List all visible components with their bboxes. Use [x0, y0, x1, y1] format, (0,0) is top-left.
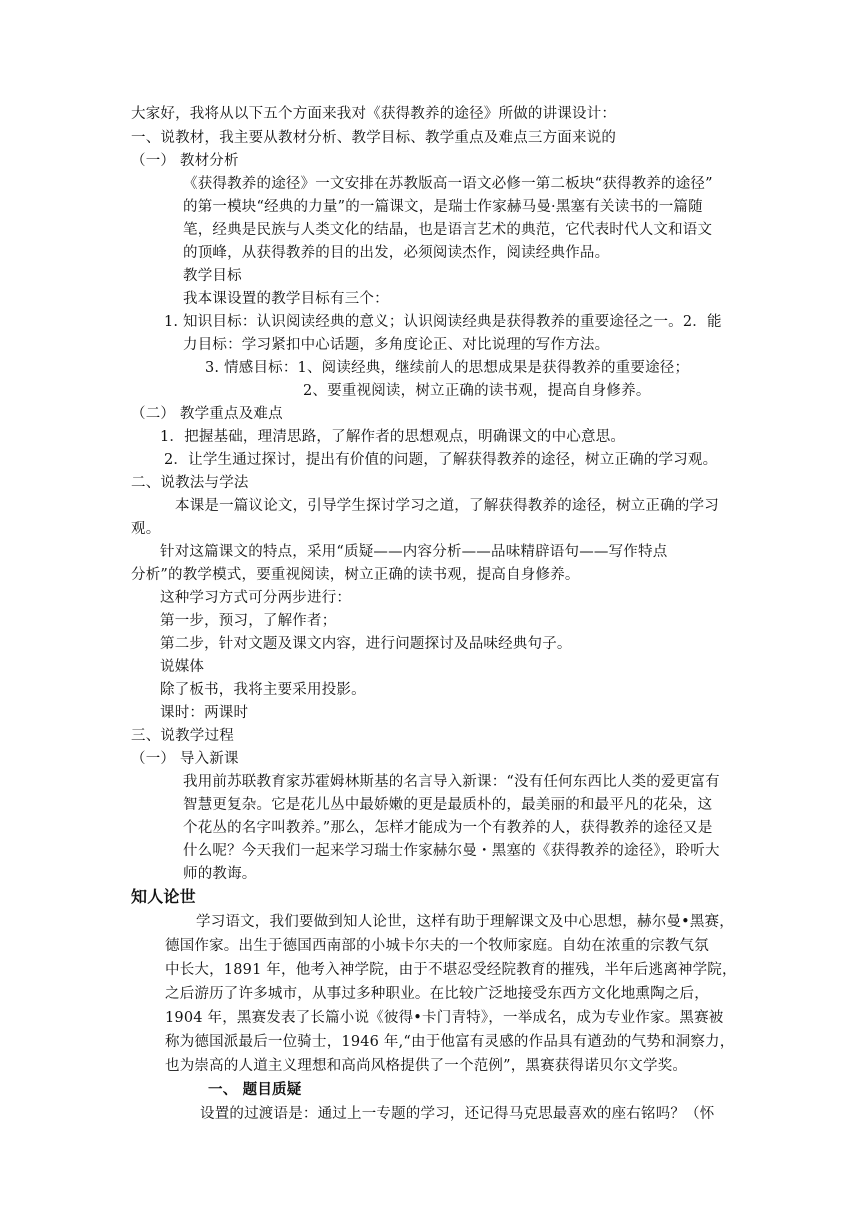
- list-item: 1. 知识目标：认识阅读经典的意义；认识阅读经典是获得教养的重要途径之一。2．能: [164, 314, 722, 330]
- list-item: 2．让学生通过探讨，提出有价值的问题，了解获得教养的途径，树立正确的学习观。: [164, 452, 718, 468]
- subsection-heading: （一） 导入新课: [131, 751, 239, 767]
- paragraph-line: 除了板书，我将主要采用投影。: [160, 682, 366, 698]
- paragraph-line: 个花丛的名字叫教养。”那么，怎样才能成为一个有教养的人，获得教养的途径又是: [183, 820, 713, 836]
- paragraph-line: 我用前苏联教育家苏霍姆林斯基的名言导入新课：“没有任何东西比人类的爱更富有: [183, 774, 720, 790]
- paragraph-line: 分析”的教学模式，要重视阅读，树立正确的读书观，提高自身修养。: [131, 567, 580, 583]
- paragraph-line: 我本课设置的教学目标有三个：: [183, 291, 389, 307]
- list-item: 1．把握基础，理清思路，了解作者的思想观点，明确课文的中心意思。: [160, 429, 626, 445]
- paragraph-line: 1904 年，黑赛发表了长篇小说《彼得•卡门青特》，一举成名，成为专业作家。黑赛被: [165, 1010, 724, 1026]
- paragraph-line: 德国作家。出生于德国西南部的小城卡尔夫的一个牧师家庭。自幼在浓重的宗教气氛: [165, 938, 709, 954]
- paragraph-line: 称为德国派最后一位骑士，1946 年,“由于他富有灵感的作品具有遒劲的气势和洞察力，: [165, 1034, 735, 1050]
- section-two-heading: 二、说教法与学法: [131, 475, 249, 491]
- subheading: 说媒体: [160, 659, 205, 675]
- paragraph-line: 师的教诲。: [183, 866, 257, 882]
- section-three-heading: 三、说教学过程: [131, 728, 234, 744]
- paragraph-line: 本课是一篇议论文，引导学生探讨学习之道，了解获得教养的途径，树立正确的学习: [175, 498, 719, 514]
- paragraph-line: 学习语文，我们要做到知人论世，这样有助于理解课文及中心思想，赫尔曼•黑赛，: [196, 914, 734, 930]
- paragraph-line: 课时：两课时: [160, 705, 249, 721]
- paragraph-line: 第一步，预习，了解作者；: [160, 613, 337, 629]
- paragraph-line: 笔，经典是民族与人类文化的结晶，也是语言艺术的典范，它代表时代人文和语文: [183, 222, 713, 238]
- subsection-heading: （二） 教学重点及难点: [131, 406, 283, 422]
- paragraph-line: 针对这篇课文的特点，采用“质疑——内容分析——品味精辟语句——写作特点: [160, 544, 668, 560]
- paragraph-line: 第二步，针对文题及课文内容，进行问题探讨及品味经典句子。: [160, 636, 572, 652]
- paragraph-line: 也为崇高的人道主义理想和高尚风格提供了一个范例”，黑赛获得诺贝尔文学奖。: [165, 1058, 688, 1074]
- section-heading-bold: 一、 题目质疑: [208, 1082, 302, 1098]
- list-item: 3. 情感目标：1、阅读经典，继续前人的思想成果是获得教养的重要途径；: [205, 360, 690, 376]
- paragraph-line: 这种学习方式可分两步进行：: [160, 590, 352, 606]
- paragraph-line: 之后游历了许多城市，从事过多种职业。在比较广泛地接受东西方文化地熏陶之后，: [165, 986, 709, 1002]
- paragraph-line: 什么呢？今天我们一起来学习瑞士作家赫尔曼・黑塞的《获得教养的途径》，聆听大: [183, 843, 720, 859]
- list-item-continuation: 2、要重视阅读，树立正确的读书观，提高自身修养。: [303, 383, 651, 399]
- paragraph-line: 智慧更复杂。它是花儿丛中最娇嫩的更是最质朴的，最美丽的和最平凡的花朵，这: [183, 797, 713, 813]
- section-one-heading: 一、说教材，我主要从教材分析、教学目标、教学重点及难点三方面来说的: [131, 130, 617, 146]
- list-item-continuation: 力目标：学习紧扣中心话题，多角度论正、对比说理的写作方法。: [183, 337, 610, 353]
- paragraph-line: 中长大，1891 年，他考入神学院，由于不堪忍受经院教育的摧残，半年后逃离神学院，: [165, 962, 737, 978]
- section-heading-bold: 知人论世: [131, 887, 196, 906]
- paragraph-line: 观。: [131, 521, 161, 537]
- paragraph-line: 的第一模块“经典的力量”的一篇课文，是瑞士作家赫马曼·黑塞有关读书的一篇随: [183, 199, 703, 215]
- subheading: 教学目标: [183, 268, 242, 284]
- paragraph-line: 《获得教养的途径》一文安排在苏教版高一语文必修一第二板块“获得教养的途径”: [183, 176, 713, 192]
- paragraph-line: 的顶峰，从获得教养的目的出发，必须阅读杰作，阅读经典作品。: [183, 245, 610, 261]
- intro-line: 大家好，我将从以下五个方面来我对《获得教养的途径》所做的讲课设计：: [131, 106, 617, 122]
- paragraph-line: 设置的过渡语是：通过上一专题的学习，还记得马克思最喜欢的座右铭吗？（怀: [200, 1106, 715, 1122]
- subsection-heading: （一） 教材分析: [131, 153, 239, 169]
